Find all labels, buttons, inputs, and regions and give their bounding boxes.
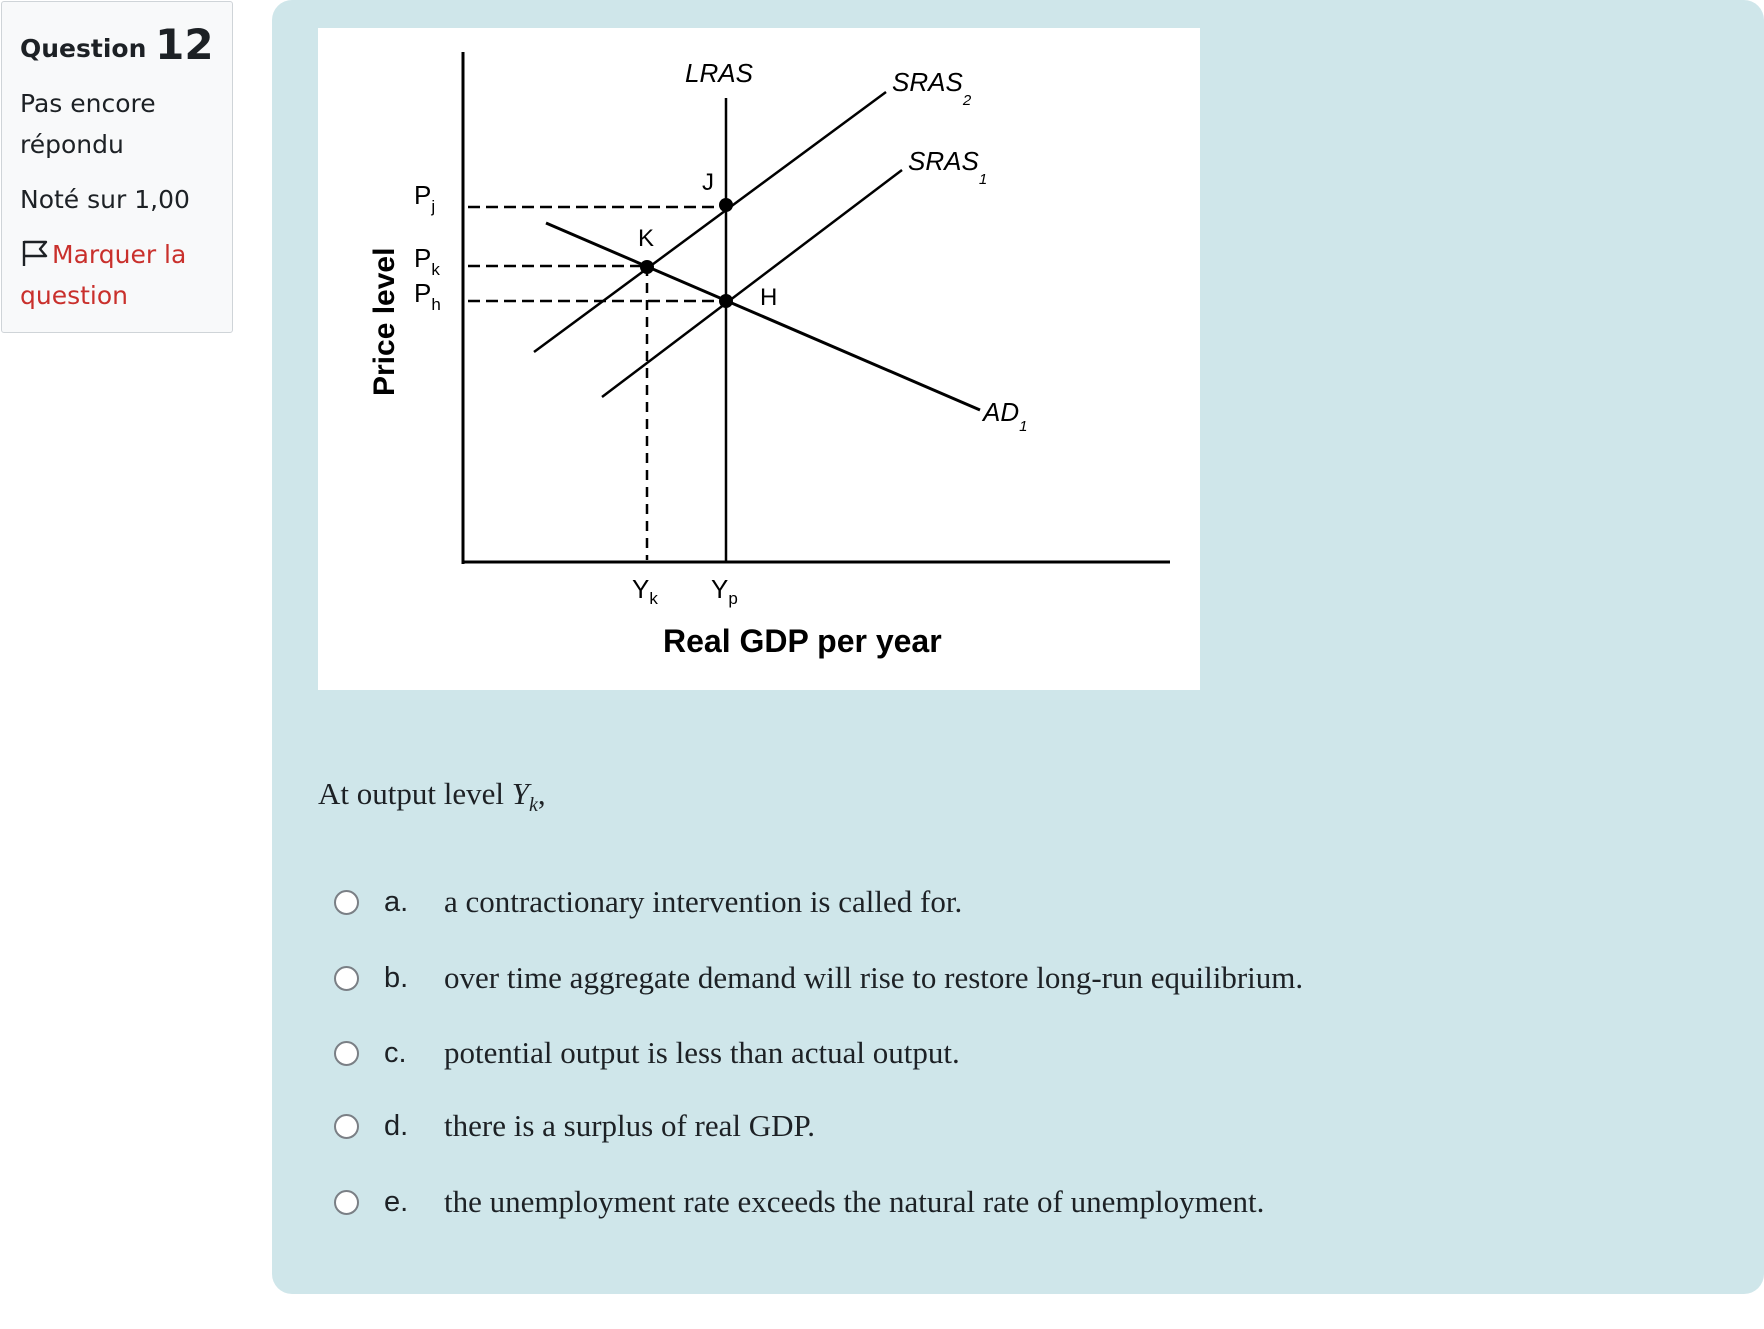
label-k: K xyxy=(638,225,655,252)
answer-letter: a. xyxy=(384,885,409,918)
y-axis-title: Price level xyxy=(368,247,401,396)
answer-option-e[interactable] xyxy=(334,1182,1534,1222)
question-label: Question xyxy=(20,34,147,63)
x-axis-title: Real GDP per year xyxy=(663,623,942,659)
question-state: Pas encore répondu xyxy=(20,89,156,159)
answer-text: a contractionary intervention is called for. xyxy=(444,884,963,919)
tick-ph: $P_h$ xyxy=(414,278,441,314)
question-number: 12 xyxy=(155,20,214,69)
answer-option-a[interactable] xyxy=(334,882,1534,922)
label-h: H xyxy=(760,284,778,311)
ad1-label: $AD_1$ xyxy=(983,397,1028,435)
answer-option-b[interactable] xyxy=(334,958,1534,998)
question-stem: At output level $Y_k$, xyxy=(318,776,546,817)
question-grade: Noté sur 1,00 xyxy=(20,185,190,214)
point-h xyxy=(719,294,733,308)
radio-button[interactable] xyxy=(334,890,359,915)
flag-outline-icon xyxy=(20,238,50,268)
answer-letter: c. xyxy=(384,1036,407,1069)
radio-button[interactable] xyxy=(334,966,359,991)
answer-letter: e. xyxy=(384,1185,409,1218)
lras-label: LRAS xyxy=(685,58,753,88)
flag-question-link[interactable] xyxy=(20,234,214,316)
radio-button[interactable] xyxy=(334,1190,359,1215)
chart-figure xyxy=(318,28,1200,690)
ad-as-chart xyxy=(318,28,1200,690)
sras2-label: $SRAS_2$ xyxy=(892,67,972,109)
radio-button[interactable] xyxy=(334,1114,359,1139)
radio-button[interactable] xyxy=(334,1041,359,1066)
tick-pj: $P_j$ xyxy=(414,180,436,216)
sras1-label: $SRAS_1$ xyxy=(908,146,988,188)
answer-letter: b. xyxy=(384,961,409,994)
tick-yk: $Y_k$ xyxy=(632,574,658,608)
answer-option-d[interactable] xyxy=(334,1106,1534,1146)
answer-text: potential output is less than actual output. xyxy=(444,1035,960,1070)
answer-option-c[interactable] xyxy=(334,1033,1534,1073)
answer-letter: d. xyxy=(384,1109,409,1142)
ad1-line xyxy=(546,223,980,410)
answer-text: there is a surplus of real GDP. xyxy=(444,1108,816,1143)
label-j: J xyxy=(702,169,714,196)
tick-pk: $P_k$ xyxy=(414,243,440,279)
question-title xyxy=(20,20,214,69)
flag-question-label: Marquer la question xyxy=(20,240,187,310)
answer-text: over time aggregate demand will rise to restore long-run equilibrium. xyxy=(444,960,1304,995)
point-k xyxy=(640,260,654,274)
tick-yp: $Y_p$ xyxy=(711,574,738,608)
question-info-panel xyxy=(1,1,233,333)
point-j xyxy=(719,198,733,212)
answer-text: the unemployment rate exceeds the natural rate of unemployment. xyxy=(444,1184,1265,1219)
question-content xyxy=(272,0,1764,1294)
